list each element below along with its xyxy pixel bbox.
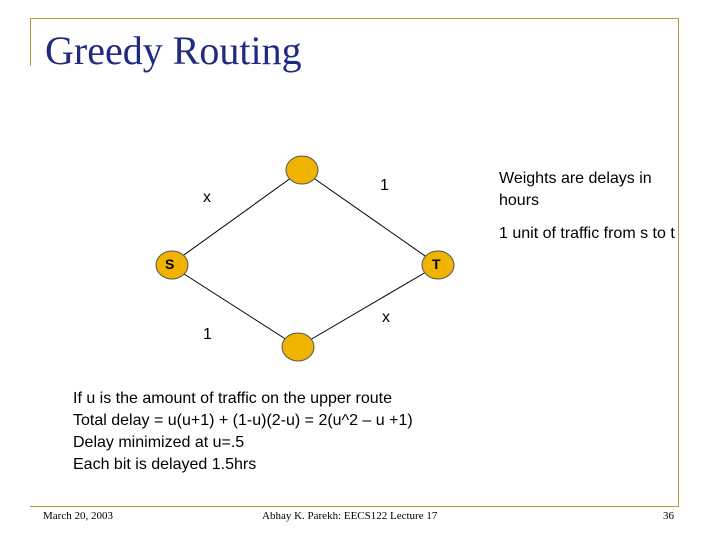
footer-lecture: Abhay K. Parekh: EECS122 Lecture 17: [262, 510, 438, 522]
body-line: Delay minimized at u=.5: [73, 434, 245, 451]
footer-page-number: 36: [663, 510, 674, 522]
slide-title: Greedy Routing: [45, 28, 302, 73]
edge-s-bottom: [170, 265, 298, 347]
body-line: If u is the amount of traffic on the upper route: [73, 390, 393, 407]
body-text: [73, 388, 413, 476]
edge-top-t-weight: 1: [380, 177, 389, 194]
edge-bottom-t-weight: x: [382, 309, 390, 326]
node-s-label: S: [165, 256, 175, 272]
edge-s-bottom-weight: 1: [203, 326, 212, 343]
edge-s-top-weight: x: [203, 189, 211, 206]
node-bottom: [282, 333, 314, 361]
body-line: Total delay = u(u+1) + (1-u)(2-u) = 2(u^2 – u +1): [73, 412, 413, 429]
body-line: Each bit is delayed 1.5hrs: [73, 456, 257, 473]
node-top: [286, 156, 318, 184]
edge-s-top: [170, 170, 302, 265]
footer-date: March 20, 2003: [43, 510, 113, 522]
note-traffic: 1 unit of traffic from s to t: [499, 225, 675, 242]
node-t-label: T: [432, 256, 441, 272]
note-weights: Weights are delays in hours: [499, 170, 652, 209]
edge-bottom-t: [298, 265, 438, 347]
edge-top-t: [302, 170, 438, 265]
